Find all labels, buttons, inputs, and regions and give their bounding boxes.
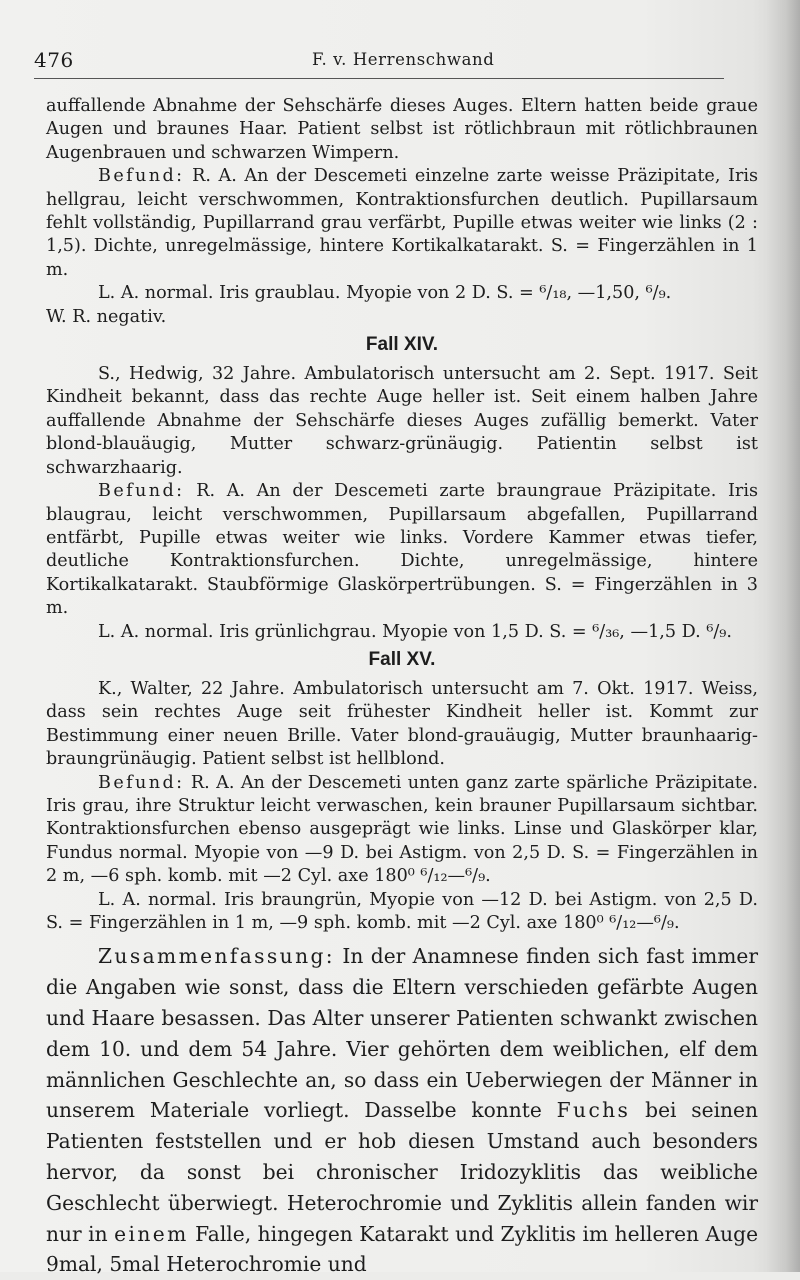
case-xiii-befund xyxy=(46,165,758,282)
summary-label: Zusammenfassung: xyxy=(98,944,336,969)
befund-label: Befund: xyxy=(98,481,185,502)
emphasis-word: einem xyxy=(114,1221,189,1246)
befund-text: R. A. An der Descemeti zarte braungraue Präzipitate. Iris blaugrau, leicht verschwommen, Pupillarsaum abgefallen, Pupillarrand entfärbt, Pupille etwas weiter wie links. Vordere Kammer etwas tiefer, deutliche Kontraktionsfurchen. Dichte, unregelmässige, hintere Kortikalkatarakt. Staubförmige Glaskörpertrübungen. S. = Fingerzählen in 3 m. xyxy=(46,481,758,619)
page-header xyxy=(34,48,724,79)
case-xiii-intro: auffallende Abnahme der Sehschärfe dieses Auges. Eltern hatten beide graue Augen und braunes Haar. Patient selbst ist rötlichbraun mit rötlichbraunen Augenbrauen und schwarzen Wimpern. xyxy=(46,96,758,163)
case-xiv-befund xyxy=(46,480,758,620)
case-xv-befund xyxy=(46,772,758,889)
page-edge-shadow xyxy=(766,0,800,1272)
case-xiii-wr: W. R. negativ. xyxy=(46,306,167,327)
case-xiv xyxy=(46,363,758,644)
summary-text-3: Falle, hingegen Katarakt und Zyklitis im helleren Auge 9mal, 5mal Heterochromie und xyxy=(46,1221,759,1277)
running-head: F. v. Herrenschwand xyxy=(312,50,495,69)
befund-label: Befund: xyxy=(98,772,185,793)
page-number: 476 xyxy=(34,48,74,72)
befund-label: Befund: xyxy=(98,166,185,187)
case-xiv-title: Fall XIV. xyxy=(365,334,439,356)
case-xv xyxy=(46,678,758,935)
page-body xyxy=(46,95,758,1280)
case-xv-intro: K., Walter, 22 Jahre. Ambulatorisch untersucht am 7. Okt. 1917. Weiss, dass sein rechtes Auge seit frühester Kindheit heller ist. Kommt zur Bestimmung einer neuen Brille. Vater blond-grauäugig, Mutter braunhaarig-braungrünäugig. Patient selbst ist hellblond. xyxy=(46,678,758,770)
summary-text-2: bei seinen Patienten feststellen und er hob diesen Umstand auch besonders hervor, da sonst bei chronischer Iridozyklitis das weibliche Geschlecht überwiegt. Heterochromie und Zyklitis allein fanden wir nur in xyxy=(46,1098,759,1246)
case-xiii-left-eye: L. A. normal. Iris graublau. Myopie von 2 D. S. = ⁶/₁₈, —1,50, ⁶/₉. xyxy=(98,283,672,304)
case-xiv-left-eye: L. A. normal. Iris grünlichgrau. Myopie von 1,5 D. S. = ⁶/₃₆, —1,5 D. ⁶/₉. xyxy=(98,621,732,642)
case-xiv-intro: S., Hedwig, 32 Jahre. Ambulatorisch untersucht am 2. Sept. 1917. Seit Kindheit bekannt, dass das rechte Auge heller ist. Seit einem halben Jahre auffallende Abnahme der Sehschärfe dieses Auges zufällig bemerkt. Vater blond-blauäugig, Mutter schwarz-grünäugig. Patientin selbst ist schwarzhaarig. xyxy=(46,364,758,478)
author-name: Fuchs xyxy=(556,1098,631,1123)
befund-text: R. A. An der Descemeti unten ganz zarte spärliche Präzipitate. Iris grau, ihre Struktur leicht verwaschen, kein brauner Pupillarsaum sichtbar. Kontraktionsfurchen ebenso ausgeprägt wie links. Linse und Glaskörper klar, Fundus normal. Myopie von —9 D. bei Astigm. von 2,5 D. S. = Fingerzählen in 2 m, —6 sph. komb. mit —2 Cyl. axe 180⁰ ⁶/₁₂—⁶/₉. xyxy=(46,772,759,887)
case-xiii xyxy=(46,95,758,329)
befund-text: R. A. An der Descemeti einzelne zarte weisse Präzipitate, Iris hellgrau, leicht verschwommen, Kontraktionsfurchen deutlich. Pupillarsaum fehlt vollständig, Pupillarrand grau verfärbt, Pupille etwas weiter wie links (2 : 1,5). Dichte, unregelmässige, hintere Kortikalkatarakt. S. = Fingerzählen in 1 m. xyxy=(46,166,759,280)
summary xyxy=(46,941,758,1280)
summary-paragraph xyxy=(46,941,758,1280)
case-xv-title: Fall XV. xyxy=(368,648,436,670)
case-xv-left-eye: L. A. normal. Iris braungrün, Myopie von —12 D. bei Astigm. von 2,5 D. S. = Fingerzählen in 1 m, —9 sph. komb. mit —2 Cyl. axe 180⁰ ⁶/₁₂—⁶/₉. xyxy=(46,889,758,933)
summary-text-1: In der Anamnese finden sich fast immer die Angaben wie sonst, dass die Eltern verschieden gefärbte Augen und Haare besassen. Das Alter unserer Patienten schwankt zwischen dem 10. und dem 54 Jahre. Vier gehörten dem weiblichen, elf dem männlichen Geschlechte an, so dass ein Ueberwiegen der Männer in unserem Materiale vorliegt. Dasselbe konnte xyxy=(46,944,758,1123)
